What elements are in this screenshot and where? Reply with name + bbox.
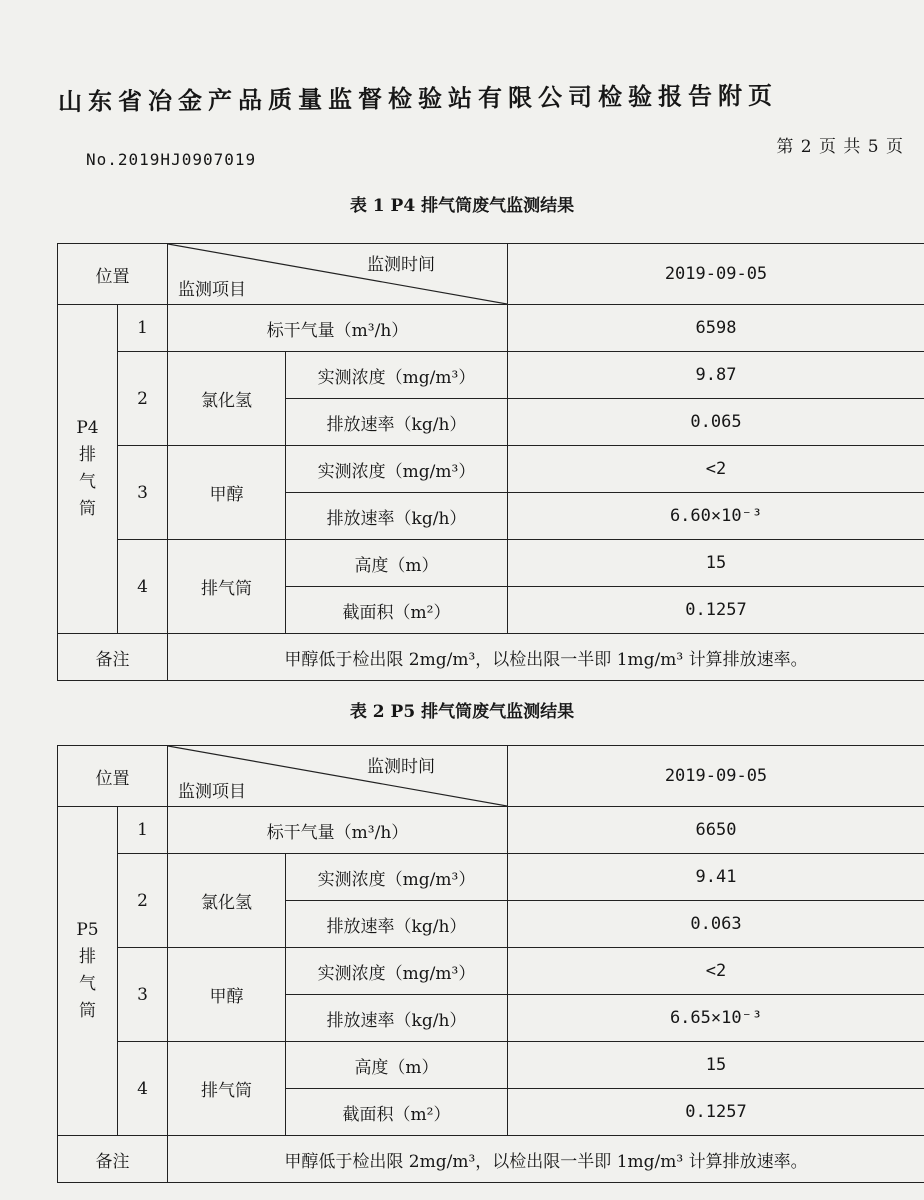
param-value: 0.063	[508, 901, 924, 948]
pollutant-name: 氯化氢	[168, 352, 286, 446]
row-number: 1	[118, 807, 168, 854]
position-header: 位置	[58, 244, 168, 305]
row-number: 4	[118, 540, 168, 634]
row-number: 3	[118, 446, 168, 540]
monitoring-time-label: 监测时间	[367, 255, 435, 275]
item-label: 标干气量（m³/h）	[168, 807, 508, 854]
monitoring-date: 2019-09-05	[508, 746, 924, 807]
row-number: 2	[118, 352, 168, 446]
table-2-p5-results	[57, 745, 924, 1183]
param-label: 高度（m）	[286, 540, 508, 587]
pollutant-name: 排气筒	[168, 540, 286, 634]
table-1-p4-results	[57, 243, 924, 681]
param-label: 排放速率（kg/h）	[286, 995, 508, 1042]
param-label: 排放速率（kg/h）	[286, 901, 508, 948]
row-number: 2	[118, 854, 168, 948]
note-text: 甲醇低于检出限 2mg/m³，以检出限一半即 1mg/m³ 计算排放速率。	[168, 1136, 924, 1183]
param-value: <2	[508, 446, 924, 493]
param-value: 9.87	[508, 352, 924, 399]
pollutant-name: 甲醇	[168, 446, 286, 540]
param-value: 9.41	[508, 854, 924, 901]
param-value: 15	[508, 1042, 924, 1089]
note-text: 甲醇低于检出限 2mg/m³，以检出限一半即 1mg/m³ 计算排放速率。	[168, 634, 924, 681]
param-value: 6.60×10⁻³	[508, 493, 924, 540]
pollutant-name: 排气筒	[168, 1042, 286, 1136]
pollutant-name: 氯化氢	[168, 854, 286, 948]
monitoring-time-label: 监测时间	[367, 757, 435, 777]
table-1-caption: 表 1 P4 排气筒废气监测结果	[349, 196, 575, 216]
note-label: 备注	[58, 1136, 168, 1183]
param-label: 实测浓度（mg/m³）	[286, 446, 508, 493]
param-value: 0.065	[508, 399, 924, 446]
param-value: 15	[508, 540, 924, 587]
param-value: 0.1257	[508, 587, 924, 634]
param-value: 0.1257	[508, 1089, 924, 1136]
param-label: 实测浓度（mg/m³）	[286, 352, 508, 399]
diagonal-header	[168, 746, 508, 807]
page-count: 第 2 页 共 5 页	[776, 137, 904, 157]
stack-name: P4 排 气 筒	[58, 305, 118, 634]
item-value: 6598	[508, 305, 924, 352]
item-label: 标干气量（m³/h）	[168, 305, 508, 352]
param-label: 高度（m）	[286, 1042, 508, 1089]
item-value: 6650	[508, 807, 924, 854]
page-title: 山东省冶金产品质量监督检验站有限公司检验报告附页	[57, 80, 779, 116]
table-2-caption: 表 2 P5 排气筒废气监测结果	[349, 702, 575, 722]
param-label: 实测浓度（mg/m³）	[286, 948, 508, 995]
stack-name: P5 排 气 筒	[58, 807, 118, 1136]
row-number: 1	[118, 305, 168, 352]
param-label: 截面积（m²）	[286, 587, 508, 634]
monitoring-item-label: 监测项目	[178, 280, 246, 300]
diagonal-header	[168, 244, 508, 305]
monitoring-item-label: 监测项目	[178, 782, 246, 802]
row-number: 4	[118, 1042, 168, 1136]
param-label: 截面积（m²）	[286, 1089, 508, 1136]
monitoring-date: 2019-09-05	[508, 244, 924, 305]
param-value: 6.65×10⁻³	[508, 995, 924, 1042]
report-number: No.2019HJ0907019	[86, 150, 257, 169]
param-label: 实测浓度（mg/m³）	[286, 854, 508, 901]
pollutant-name: 甲醇	[168, 948, 286, 1042]
position-header: 位置	[58, 746, 168, 807]
param-label: 排放速率（kg/h）	[286, 493, 508, 540]
row-number: 3	[118, 948, 168, 1042]
note-label: 备注	[58, 634, 168, 681]
param-value: <2	[508, 948, 924, 995]
param-label: 排放速率（kg/h）	[286, 399, 508, 446]
